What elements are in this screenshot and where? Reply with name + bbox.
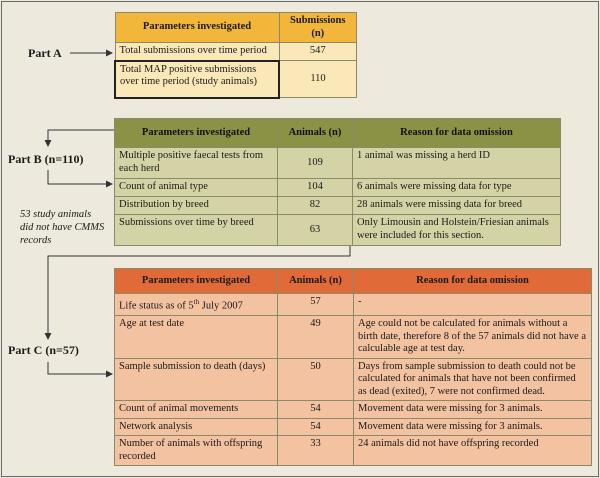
param-cell: Distribution by breed bbox=[115, 197, 278, 215]
col-header-n: Animals (n) bbox=[278, 119, 353, 148]
param-cell: Count of animal movements bbox=[115, 401, 278, 419]
param-sup: th bbox=[193, 298, 200, 306]
reason-cell: 24 animals did not have offspring recorded bbox=[354, 436, 592, 466]
n-cell: 57 bbox=[278, 294, 354, 316]
reason-cell: Movement data were missing for 3 animals. bbox=[354, 418, 592, 436]
table-row bbox=[115, 316, 592, 359]
table-part-a bbox=[114, 12, 357, 99]
table-part-b bbox=[114, 118, 561, 246]
n-cell: 63 bbox=[278, 215, 353, 246]
col-header-reason: Reason for data omission bbox=[354, 269, 592, 294]
part-b-arrow bbox=[48, 170, 112, 184]
param-cell: Total submissions over time period bbox=[115, 43, 279, 61]
param-cell: Submissions over time by breed bbox=[115, 215, 278, 246]
part-c-arrow bbox=[48, 362, 112, 374]
reason-cell: Age could not be calculated for animals without a birth date, therefore 8 of the 57 animals did not have a calculable age at test day. bbox=[354, 316, 592, 359]
param-cell: Network analysis bbox=[115, 418, 278, 436]
n-cell: 109 bbox=[278, 148, 353, 179]
n-cell: 50 bbox=[278, 358, 354, 401]
col-header-param: Parameters investigated bbox=[115, 119, 278, 148]
param-cell: Number of animals with offspring recorded bbox=[115, 436, 278, 466]
n-cell: 104 bbox=[278, 179, 353, 197]
col-header-n: Animals (n) bbox=[278, 269, 354, 294]
reason-cell: 28 animals were missing data for breed bbox=[353, 197, 561, 215]
param-cell: Count of animal type bbox=[115, 179, 278, 197]
table-row bbox=[115, 401, 592, 419]
table-row bbox=[115, 215, 561, 246]
reason-cell: 6 animals were missing data for type bbox=[353, 179, 561, 197]
table-row bbox=[115, 61, 357, 98]
reason-cell: - bbox=[354, 294, 592, 316]
n-cell: 110 bbox=[279, 61, 357, 98]
param-cell bbox=[115, 294, 278, 316]
n-cell: 49 bbox=[278, 316, 354, 359]
table-row bbox=[115, 294, 592, 316]
reason-cell: 1 animal was missing a herd ID bbox=[353, 148, 561, 179]
table-row bbox=[115, 418, 592, 436]
reason-cell: Days from sample submission to death could not be calculated for animals that have not been confirmed as dead (exited), 7 were not confirmed dead. bbox=[354, 358, 592, 401]
table-row bbox=[115, 179, 561, 197]
param-cell: Total MAP positive submissions over time period (study animals) bbox=[115, 61, 279, 98]
table-row bbox=[115, 436, 592, 466]
table-row bbox=[115, 358, 592, 401]
reason-cell: Movement data were missing for 3 animals. bbox=[354, 401, 592, 419]
param-cell: Age at test date bbox=[115, 316, 278, 359]
part-a-label: Part A bbox=[28, 46, 62, 60]
table-row bbox=[115, 197, 561, 215]
col-header-param: Parameters investigated bbox=[115, 269, 278, 294]
param-cell: Sample submission to death (days) bbox=[115, 358, 278, 401]
param-text-tail: July 2007 bbox=[199, 300, 243, 312]
n-cell: 54 bbox=[278, 418, 354, 436]
param-text: Life status as of 5 bbox=[119, 300, 194, 312]
n-cell: 33 bbox=[278, 436, 354, 466]
reason-cell: Only Limousin and Holstein/Friesian animals were included for this section. bbox=[353, 215, 561, 246]
n-cell: 82 bbox=[278, 197, 353, 215]
col-header-n: Submissions (n) bbox=[279, 13, 357, 43]
part-b-label: Part B (n=110) bbox=[8, 152, 84, 166]
table-row bbox=[115, 148, 561, 179]
side-note: 53 study animals did not have CMMS records bbox=[20, 209, 105, 246]
col-header-reason: Reason for data omission bbox=[353, 119, 561, 148]
table-row bbox=[115, 43, 357, 61]
n-cell: 547 bbox=[279, 43, 357, 61]
n-cell: 54 bbox=[278, 401, 354, 419]
table-part-c bbox=[114, 268, 592, 466]
param-cell: Multiple positive faecal tests from each herd bbox=[115, 148, 278, 179]
col-header-param: Parameters investigated bbox=[115, 13, 279, 43]
part-c-label: Part C (n=57) bbox=[8, 343, 79, 357]
